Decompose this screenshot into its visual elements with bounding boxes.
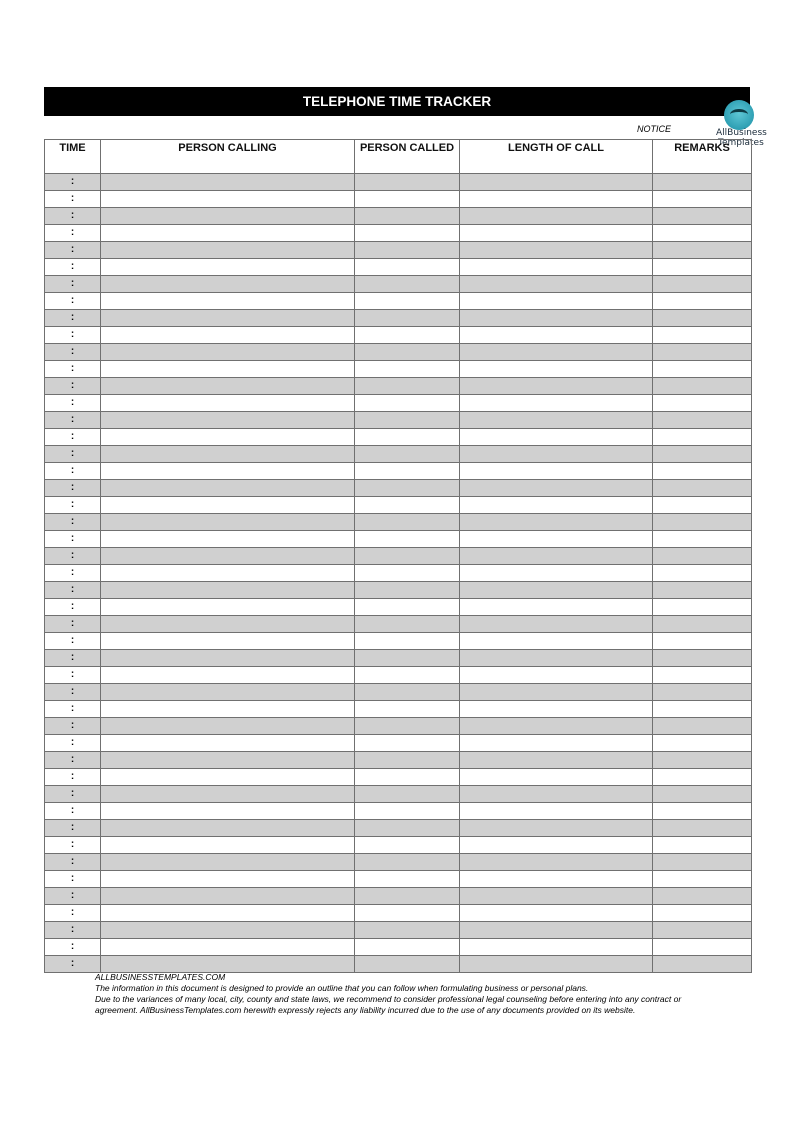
person-calling-cell[interactable] <box>101 276 355 293</box>
table-row <box>45 752 752 769</box>
person-called-cell[interactable] <box>355 361 460 378</box>
table-row <box>45 905 752 922</box>
remarks-cell[interactable] <box>653 259 752 276</box>
time-cell[interactable]: : <box>45 718 101 735</box>
person-called-cell[interactable] <box>355 667 460 684</box>
remarks-cell[interactable] <box>653 548 752 565</box>
length-of-call-cell[interactable] <box>460 344 653 361</box>
table-row <box>45 361 752 378</box>
person-called-cell[interactable] <box>355 701 460 718</box>
time-cell[interactable]: : <box>45 650 101 667</box>
remarks-cell[interactable] <box>653 174 752 191</box>
footer-line1: The information in this document is designed to provide an outline that you can follow when formulating business or personal plans. <box>95 983 589 993</box>
time-cell[interactable]: : <box>45 446 101 463</box>
person-called-cell[interactable] <box>355 582 460 599</box>
length-of-call-cell[interactable] <box>460 242 653 259</box>
time-cell[interactable]: : <box>45 174 101 191</box>
remarks-cell[interactable] <box>653 786 752 803</box>
person-called-cell[interactable] <box>355 837 460 854</box>
table-row <box>45 854 752 871</box>
length-of-call-cell[interactable] <box>460 276 653 293</box>
person-calling-cell[interactable] <box>101 429 355 446</box>
table-row <box>45 480 752 497</box>
time-cell[interactable]: : <box>45 871 101 888</box>
table-row <box>45 276 752 293</box>
notice-label: NOTICE <box>637 124 672 134</box>
person-calling-cell[interactable] <box>101 905 355 922</box>
remarks-cell[interactable] <box>653 361 752 378</box>
remarks-cell[interactable] <box>653 225 752 242</box>
length-of-call-cell[interactable] <box>460 905 653 922</box>
remarks-cell[interactable] <box>653 463 752 480</box>
person-called-cell[interactable] <box>355 803 460 820</box>
length-of-call-cell[interactable] <box>460 888 653 905</box>
person-calling-cell[interactable] <box>101 701 355 718</box>
person-called-cell[interactable] <box>355 684 460 701</box>
person-called-cell[interactable] <box>355 429 460 446</box>
remarks-cell[interactable] <box>653 412 752 429</box>
table-row <box>45 803 752 820</box>
person-called-cell[interactable] <box>355 480 460 497</box>
time-cell[interactable]: : <box>45 327 101 344</box>
time-cell[interactable]: : <box>45 786 101 803</box>
table-row <box>45 922 752 939</box>
table-row <box>45 616 752 633</box>
person-calling-cell[interactable] <box>101 820 355 837</box>
time-cell[interactable]: : <box>45 956 101 973</box>
table-row <box>45 208 752 225</box>
logo-text-line1: AllBusiness <box>716 128 767 138</box>
table-row <box>45 684 752 701</box>
length-of-call-cell[interactable] <box>460 327 653 344</box>
remarks-cell[interactable] <box>653 701 752 718</box>
logo-text-line2: Templates <box>718 138 764 148</box>
remarks-cell[interactable] <box>653 582 752 599</box>
length-of-call-cell[interactable] <box>460 497 653 514</box>
remarks-cell[interactable] <box>653 344 752 361</box>
length-of-call-cell[interactable] <box>460 429 653 446</box>
person-calling-cell[interactable] <box>101 531 355 548</box>
person-calling-cell[interactable] <box>101 888 355 905</box>
person-called-cell[interactable] <box>355 225 460 242</box>
time-cell[interactable]: : <box>45 854 101 871</box>
remarks-cell[interactable] <box>653 888 752 905</box>
column-header-person-calling: PERSON CALLING <box>101 140 355 174</box>
person-calling-cell[interactable] <box>101 565 355 582</box>
table-row <box>45 259 752 276</box>
person-calling-cell[interactable] <box>101 327 355 344</box>
time-cell[interactable]: : <box>45 531 101 548</box>
person-calling-cell[interactable] <box>101 769 355 786</box>
remarks-cell[interactable] <box>653 650 752 667</box>
length-of-call-cell[interactable] <box>460 820 653 837</box>
table-row <box>45 565 752 582</box>
length-of-call-cell[interactable] <box>460 582 653 599</box>
person-called-cell[interactable] <box>355 922 460 939</box>
page-title: TELEPHONE TIME TRACKER <box>44 87 750 116</box>
remarks-cell[interactable] <box>653 514 752 531</box>
remarks-cell[interactable] <box>653 718 752 735</box>
time-cell[interactable]: : <box>45 888 101 905</box>
person-called-cell[interactable] <box>355 446 460 463</box>
table-row <box>45 888 752 905</box>
length-of-call-cell[interactable] <box>460 412 653 429</box>
table-row <box>45 667 752 684</box>
table-row <box>45 820 752 837</box>
remarks-cell[interactable] <box>653 531 752 548</box>
remarks-cell[interactable] <box>653 191 752 208</box>
person-calling-cell[interactable] <box>101 854 355 871</box>
remarks-cell[interactable] <box>653 633 752 650</box>
table-row <box>45 599 752 616</box>
column-header-time: TIME <box>45 140 101 174</box>
person-calling-cell[interactable] <box>101 208 355 225</box>
person-called-cell[interactable] <box>355 565 460 582</box>
time-cell[interactable]: : <box>45 225 101 242</box>
person-called-cell[interactable] <box>355 276 460 293</box>
length-of-call-cell[interactable] <box>460 650 653 667</box>
length-of-call-cell[interactable] <box>460 259 653 276</box>
length-of-call-cell[interactable] <box>460 769 653 786</box>
remarks-cell[interactable] <box>653 667 752 684</box>
length-of-call-cell[interactable] <box>460 531 653 548</box>
person-calling-cell[interactable] <box>101 684 355 701</box>
length-of-call-cell[interactable] <box>460 718 653 735</box>
person-calling-cell[interactable] <box>101 633 355 650</box>
length-of-call-cell[interactable] <box>460 208 653 225</box>
person-calling-cell[interactable] <box>101 548 355 565</box>
length-of-call-cell[interactable] <box>460 667 653 684</box>
person-calling-cell[interactable] <box>101 939 355 956</box>
table-row <box>45 378 752 395</box>
length-of-call-cell[interactable] <box>460 395 653 412</box>
table-row <box>45 242 752 259</box>
time-cell[interactable]: : <box>45 429 101 446</box>
person-called-cell[interactable] <box>355 208 460 225</box>
person-calling-cell[interactable] <box>101 735 355 752</box>
remarks-cell[interactable] <box>653 837 752 854</box>
person-calling-cell[interactable] <box>101 599 355 616</box>
length-of-call-cell[interactable] <box>460 837 653 854</box>
table-header-row <box>45 140 752 174</box>
person-calling-cell[interactable] <box>101 412 355 429</box>
remarks-cell[interactable] <box>653 429 752 446</box>
remarks-cell[interactable] <box>653 684 752 701</box>
time-cell[interactable]: : <box>45 548 101 565</box>
person-called-cell[interactable] <box>355 259 460 276</box>
remarks-cell[interactable] <box>653 735 752 752</box>
person-called-cell[interactable] <box>355 956 460 973</box>
length-of-call-cell[interactable] <box>460 463 653 480</box>
time-cell[interactable]: : <box>45 208 101 225</box>
length-of-call-cell[interactable] <box>460 956 653 973</box>
person-calling-cell[interactable] <box>101 752 355 769</box>
time-cell[interactable]: : <box>45 701 101 718</box>
table-row <box>45 531 752 548</box>
person-called-cell[interactable] <box>355 905 460 922</box>
time-cell[interactable]: : <box>45 480 101 497</box>
time-cell[interactable]: : <box>45 633 101 650</box>
person-calling-cell[interactable] <box>101 242 355 259</box>
time-cell[interactable]: : <box>45 242 101 259</box>
table-row <box>45 463 752 480</box>
length-of-call-cell[interactable] <box>460 803 653 820</box>
table-row <box>45 633 752 650</box>
remarks-cell[interactable] <box>653 803 752 820</box>
table-row <box>45 735 752 752</box>
person-called-cell[interactable] <box>355 599 460 616</box>
person-called-cell[interactable] <box>355 463 460 480</box>
time-cell[interactable]: : <box>45 820 101 837</box>
table-row <box>45 650 752 667</box>
person-called-cell[interactable] <box>355 820 460 837</box>
person-called-cell[interactable] <box>355 344 460 361</box>
time-cell[interactable]: : <box>45 616 101 633</box>
length-of-call-cell[interactable] <box>460 361 653 378</box>
footer-site: ALLBUSINESSTEMPLATES.COM <box>95 972 226 982</box>
remarks-cell[interactable] <box>653 293 752 310</box>
time-cell[interactable]: : <box>45 922 101 939</box>
person-calling-cell[interactable] <box>101 837 355 854</box>
remarks-cell[interactable] <box>653 378 752 395</box>
remarks-cell[interactable] <box>653 854 752 871</box>
table-row <box>45 395 752 412</box>
person-calling-cell[interactable] <box>101 956 355 973</box>
length-of-call-cell[interactable] <box>460 701 653 718</box>
table-row <box>45 446 752 463</box>
person-called-cell[interactable] <box>355 191 460 208</box>
person-called-cell[interactable] <box>355 871 460 888</box>
column-header-length-of-call: LENGTH OF CALL <box>460 140 653 174</box>
person-called-cell[interactable] <box>355 718 460 735</box>
table-row <box>45 548 752 565</box>
person-called-cell[interactable] <box>355 633 460 650</box>
person-calling-cell[interactable] <box>101 718 355 735</box>
table-row <box>45 293 752 310</box>
footer-line2: Due to the variances of many local, city, county and state laws, we recommend to consider professional legal counseling before entering into any contract or agreement. AllBusinessTemplates.com herewith expressly rejects any liability incurred due to the use of any documents provided on its website. <box>95 994 682 1015</box>
person-calling-cell[interactable] <box>101 395 355 412</box>
person-calling-cell[interactable] <box>101 786 355 803</box>
column-header-remarks: REMARKS <box>653 140 752 174</box>
length-of-call-cell[interactable] <box>460 939 653 956</box>
length-of-call-cell[interactable] <box>460 191 653 208</box>
person-called-cell[interactable] <box>355 939 460 956</box>
time-cell[interactable]: : <box>45 905 101 922</box>
person-calling-cell[interactable] <box>101 259 355 276</box>
remarks-cell[interactable] <box>653 208 752 225</box>
person-called-cell[interactable] <box>355 888 460 905</box>
time-cell[interactable]: : <box>45 514 101 531</box>
person-calling-cell[interactable] <box>101 497 355 514</box>
person-called-cell[interactable] <box>355 327 460 344</box>
person-calling-cell[interactable] <box>101 582 355 599</box>
remarks-cell[interactable] <box>653 922 752 939</box>
length-of-call-cell[interactable] <box>460 480 653 497</box>
table-row <box>45 956 752 973</box>
time-cell[interactable]: : <box>45 310 101 327</box>
remarks-cell[interactable] <box>653 480 752 497</box>
remarks-cell[interactable] <box>653 599 752 616</box>
time-cell[interactable]: : <box>45 599 101 616</box>
remarks-cell[interactable] <box>653 565 752 582</box>
table-row <box>45 786 752 803</box>
time-cell[interactable]: : <box>45 735 101 752</box>
table-body <box>45 174 752 973</box>
time-cell[interactable]: : <box>45 752 101 769</box>
person-called-cell[interactable] <box>355 242 460 259</box>
remarks-cell[interactable] <box>653 446 752 463</box>
person-called-cell[interactable] <box>355 769 460 786</box>
person-calling-cell[interactable] <box>101 225 355 242</box>
person-calling-cell[interactable] <box>101 514 355 531</box>
time-cell[interactable]: : <box>45 293 101 310</box>
table-row <box>45 514 752 531</box>
column-header-person-called: PERSON CALLED <box>355 140 460 174</box>
length-of-call-cell[interactable] <box>460 446 653 463</box>
remarks-cell[interactable] <box>653 905 752 922</box>
person-called-cell[interactable] <box>355 310 460 327</box>
length-of-call-cell[interactable] <box>460 854 653 871</box>
remarks-cell[interactable] <box>653 497 752 514</box>
length-of-call-cell[interactable] <box>460 633 653 650</box>
table-row <box>45 327 752 344</box>
person-calling-cell[interactable] <box>101 174 355 191</box>
remarks-cell[interactable] <box>653 395 752 412</box>
person-called-cell[interactable] <box>355 378 460 395</box>
time-cell[interactable]: : <box>45 259 101 276</box>
person-calling-cell[interactable] <box>101 446 355 463</box>
person-calling-cell[interactable] <box>101 293 355 310</box>
table-row <box>45 701 752 718</box>
length-of-call-cell[interactable] <box>460 378 653 395</box>
remarks-cell[interactable] <box>653 752 752 769</box>
person-called-cell[interactable] <box>355 650 460 667</box>
remarks-cell[interactable] <box>653 939 752 956</box>
table-row <box>45 429 752 446</box>
length-of-call-cell[interactable] <box>460 548 653 565</box>
length-of-call-cell[interactable] <box>460 225 653 242</box>
person-called-cell[interactable] <box>355 497 460 514</box>
length-of-call-cell[interactable] <box>460 752 653 769</box>
person-called-cell[interactable] <box>355 531 460 548</box>
person-called-cell[interactable] <box>355 293 460 310</box>
time-cell[interactable]: : <box>45 395 101 412</box>
time-cell[interactable]: : <box>45 497 101 514</box>
time-cell[interactable]: : <box>45 769 101 786</box>
table-row <box>45 225 752 242</box>
remarks-cell[interactable] <box>653 616 752 633</box>
person-calling-cell[interactable] <box>101 922 355 939</box>
table-row <box>45 769 752 786</box>
length-of-call-cell[interactable] <box>460 174 653 191</box>
length-of-call-cell[interactable] <box>460 293 653 310</box>
person-calling-cell[interactable] <box>101 480 355 497</box>
remarks-cell[interactable] <box>653 871 752 888</box>
length-of-call-cell[interactable] <box>460 684 653 701</box>
person-called-cell[interactable] <box>355 752 460 769</box>
table-row <box>45 939 752 956</box>
time-cell[interactable]: : <box>45 463 101 480</box>
table-row <box>45 871 752 888</box>
person-calling-cell[interactable] <box>101 463 355 480</box>
remarks-cell[interactable] <box>653 327 752 344</box>
length-of-call-cell[interactable] <box>460 616 653 633</box>
table-row <box>45 718 752 735</box>
length-of-call-cell[interactable] <box>460 514 653 531</box>
remarks-cell[interactable] <box>653 769 752 786</box>
person-calling-cell[interactable] <box>101 310 355 327</box>
person-called-cell[interactable] <box>355 514 460 531</box>
person-calling-cell[interactable] <box>101 803 355 820</box>
remarks-cell[interactable] <box>653 310 752 327</box>
length-of-call-cell[interactable] <box>460 871 653 888</box>
length-of-call-cell[interactable] <box>460 565 653 582</box>
person-calling-cell[interactable] <box>101 361 355 378</box>
person-called-cell[interactable] <box>355 786 460 803</box>
person-called-cell[interactable] <box>355 854 460 871</box>
time-cell[interactable]: : <box>45 667 101 684</box>
remarks-cell[interactable] <box>653 956 752 973</box>
person-calling-cell[interactable] <box>101 667 355 684</box>
length-of-call-cell[interactable] <box>460 922 653 939</box>
call-log-table <box>44 139 752 973</box>
length-of-call-cell[interactable] <box>460 599 653 616</box>
table-row <box>45 412 752 429</box>
time-cell[interactable]: : <box>45 803 101 820</box>
length-of-call-cell[interactable] <box>460 735 653 752</box>
person-calling-cell[interactable] <box>101 378 355 395</box>
person-called-cell[interactable] <box>355 548 460 565</box>
person-calling-cell[interactable] <box>101 650 355 667</box>
remarks-cell[interactable] <box>653 820 752 837</box>
person-calling-cell[interactable] <box>101 871 355 888</box>
time-cell[interactable]: : <box>45 378 101 395</box>
length-of-call-cell[interactable] <box>460 786 653 803</box>
time-cell[interactable]: : <box>45 361 101 378</box>
table-row <box>45 837 752 854</box>
time-cell[interactable]: : <box>45 582 101 599</box>
footer-disclaimer <box>95 972 705 1016</box>
time-cell[interactable]: : <box>45 939 101 956</box>
length-of-call-cell[interactable] <box>460 310 653 327</box>
table-row <box>45 174 752 191</box>
table-row <box>45 191 752 208</box>
person-called-cell[interactable] <box>355 174 460 191</box>
time-cell[interactable]: : <box>45 276 101 293</box>
time-cell[interactable]: : <box>45 565 101 582</box>
table-row <box>45 344 752 361</box>
person-called-cell[interactable] <box>355 395 460 412</box>
person-calling-cell[interactable] <box>101 191 355 208</box>
remarks-cell[interactable] <box>653 242 752 259</box>
person-called-cell[interactable] <box>355 616 460 633</box>
time-cell[interactable]: : <box>45 191 101 208</box>
person-called-cell[interactable] <box>355 412 460 429</box>
logo-mark-icon <box>730 109 748 120</box>
person-calling-cell[interactable] <box>101 616 355 633</box>
person-calling-cell[interactable] <box>101 344 355 361</box>
remarks-cell[interactable] <box>653 276 752 293</box>
time-cell[interactable]: : <box>45 837 101 854</box>
table-row <box>45 582 752 599</box>
table-row <box>45 497 752 514</box>
time-cell[interactable]: : <box>45 344 101 361</box>
time-cell[interactable]: : <box>45 412 101 429</box>
person-called-cell[interactable] <box>355 735 460 752</box>
table-row <box>45 310 752 327</box>
time-cell[interactable]: : <box>45 684 101 701</box>
